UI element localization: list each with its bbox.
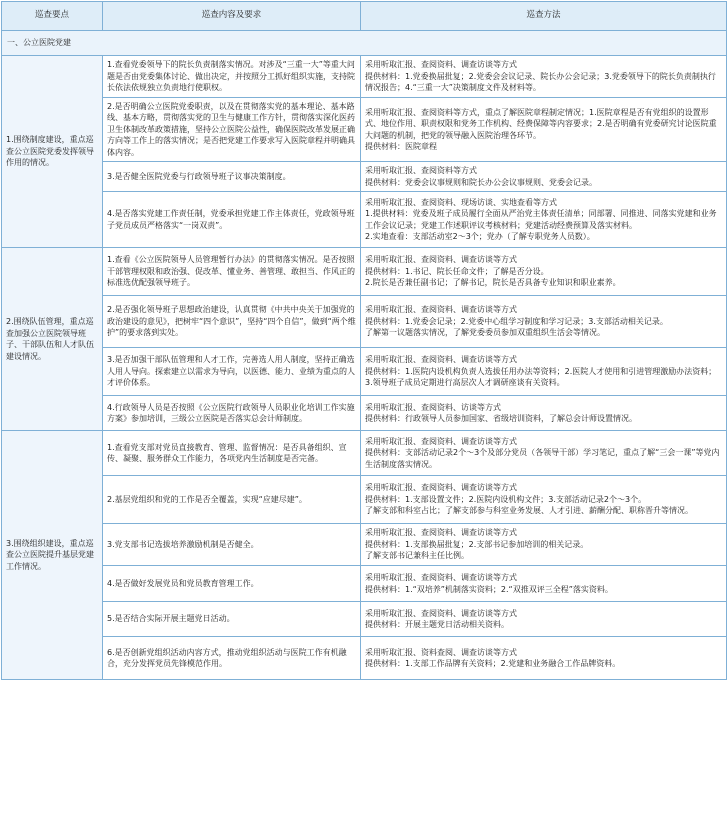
table-row [2,98,727,162]
header-content: 巡查内容及要求 [103,2,361,31]
inspection-method [361,524,727,566]
inspection-method [361,248,727,296]
method-line: 2.实地查看：支部活动室2～3个；党办（了解专职党务人员数）。 [365,232,595,241]
inspection-method [361,192,727,248]
method-line: 采用听取汇报、查阅资料等方式，重点了解医院章程制定情况；1.医院章程是否有党组织的设置形式、地位作用、职责权限和党务工作机构、经费保障等内容要求；2.是否明确有党委研究讨论医院重大问题的机制，把党的领导融入医院治理各环节。 [365,107,717,140]
method-line: 采用听取汇报、查阅资料、调查访谈等方式 [365,305,517,315]
method-line: 提供材料：1.支部工作品牌有关资料；2.党建和业务融合工作品牌资料。 [365,659,621,668]
table-row [2,602,727,637]
method-line: 提供材料：1.医院内设机构负责人选拔任用办法等资料；2.医院人才使用和引进管理激励办法资料；3.领导班子成员定期进行高层次人才调研座谈有关资料。 [365,366,717,388]
inspection-content: 1.查看《公立医院领导人员管理暂行办法》的贯彻落实情况。是否按照干部管理权限和政治强、促改革、懂业务、善管理、敢担当、作风正的标准选优配强领导班子。 [103,248,361,296]
method-line: 提供材料：1.支部换届批复；2.支部书记参加培训的相关记录。 [365,539,589,549]
method-line: 提供材料：1.书记、院长任命文件；了解是否分设。 [365,266,549,276]
inspection-content: 1.查看党支部对党员直接教育、管理、监督情况：是否具备组织、宣传、凝聚、服务群众工作能力，各项党内生活制度是否完备。 [103,431,361,476]
header-row [2,2,727,31]
method-line: 采用听取汇报、查阅资料、访谈等方式 [365,402,501,412]
inspection-content: 5.是否结合实际开展主题党日活动。 [103,602,361,637]
method-line: 采用听取汇报、查阅资料、调查访谈等方式 [365,608,517,618]
inspection-method [361,602,727,637]
method-line: 采用听取汇报、查阅资料、调查访谈等方式 [365,255,517,265]
table-row [2,192,727,248]
method-line: 提供材料：1.“双培养”机制落实资料；2.“双推双评三全程”落实资料。 [365,584,613,594]
method-line: 了解支部书记兼科主任比例。 [365,551,469,561]
table-row [2,396,727,431]
inspection-content: 4.行政领导人员是否按照《公立医院行政领导人员职业化培训工作实施方案》参加培训，三级公立医院是否落实总会计师制度。 [103,396,361,431]
method-line: 提供材料：开展主题党日活动相关资料。 [365,620,509,629]
method-line: 采用听取汇报、查阅资料、调查访谈等方式 [365,573,517,582]
method-line: 了解支部和科室占比；了解支部参与科室业务发展、人才引进、薪酬分配、职称晋升等情况。 [365,506,693,516]
table-row [2,348,727,396]
table-row [2,566,727,602]
header-point: 巡查要点 [2,2,103,31]
table-row [2,56,727,98]
method-line: 采用听取汇报、查阅资料、现场访谈、实地查看等方式 [365,197,557,207]
inspection-content: 4.是否落实党建工作责任制，党委承担党建工作主体责任，党政领导班子党员成员严格落实“一岗双责”。 [103,192,361,248]
method-line: 1.提供材料：党委及班子成员履行全面从严治党主体责任清单；同部署、同推进、同落实党建和业务工作会议记录；党建工作述职评议考核材料；党建活动经费预算及落实材料。 [365,209,717,230]
method-line: 采用听取汇报、查阅资料、调查访谈等方式 [365,60,517,70]
inspection-content: 3.是否加强干部队伍管理和人才工作，完善选人用人制度，坚持正确选人用人导向。探索建立以需求为导向，以医德、能力、业绩为重点的人才评价体系。 [103,348,361,396]
table-row [2,637,727,680]
table-row [2,296,727,348]
table-row [2,431,727,476]
inspection-method [361,296,727,348]
method-line: 提供材料：1.党委会记录；2.党委中心组学习制度和学习记录；3.支部活动相关记录。 [365,316,668,326]
inspection-method [361,98,727,162]
method-line: 提供材料：支部活动记录2个～3个及部分党员（各领导干部）学习笔记，重点了解“三会一课”等党内生活制度落实情况。 [365,448,720,469]
inspection-point: 3.围绕组织建设，重点巡查公立医院提升基层党建工作情况。 [2,431,103,680]
method-line: 提供材料：1.支部设置文件；2.医院内设机构文件；3.支部活动记录2个～3个。 [365,494,647,504]
method-line: 采用听取汇报、查阅资料、调查访谈等方式 [365,436,517,446]
inspection-content: 2.是否强化领导班子思想政治建设，认真贯彻《中共中央关于加强党的政治建设的意见》，把树牢“四个意识”，坚持“四个自信”，做到“两个维护”的要求落到实处。 [103,296,361,348]
method-line: 提供材料：1.党委换届批复；2.党委会会议记录、院长办公会记录；3.党委领导下的院长负责制执行情况报告；4.“三重一大”决策制度文件及材料等。 [365,71,716,93]
method-line: 提供材料：行政领导人员参加国家、省级培训资料，了解总会计师设置情况。 [365,414,637,423]
inspection-content: 4.是否做好发展党员和党员教育管理工作。 [103,566,361,602]
inspection-method [361,396,727,431]
table-row [2,524,727,566]
method-line: 提供材料：党委会议事规则和院长办公会议事规则、党委会记录。 [365,177,597,187]
inspection-content: 6.是否创新党组织活动内容方式，推动党组织活动与医院工作有机融合，充分发挥党员先锋模范作用。 [103,637,361,680]
inspection-point: 2.围绕队伍管理，重点巡查加强公立医院领导班子、干部队伍和人才队伍建设情况。 [2,248,103,431]
inspection-method [361,566,727,602]
method-line: 2.院长是否兼任副书记；了解书记，院长是否具备专业知识和职业素养。 [365,278,621,288]
inspection-table [1,1,727,680]
inspection-method [361,348,727,396]
method-line: 采用听取汇报、查阅资料、调查访谈等方式 [365,355,517,365]
inspection-method [361,637,727,680]
method-line: 了解第一议题落实情况，了解党委委员参加双重组织生活会等情况。 [365,328,605,338]
method-line: 采用听取汇报、资料查阅、调查访谈等方式 [365,647,517,657]
inspection-method [361,431,727,476]
inspection-method [361,56,727,98]
table-row [2,248,727,296]
table-row [2,162,727,192]
method-line: 采用听取汇报、查阅资料等方式 [365,166,477,175]
inspection-method [361,476,727,524]
inspection-content: 3.是否健全医院党委与行政领导班子议事决策制度。 [103,162,361,192]
inspection-content: 1.查看党委领导下的院长负责制落实情况。对涉及“三重一大”等重大问题是否由党委集体讨论、做出决定，并按照分工抓好组织实施，支持院长依法依规独立负责地行使职权。 [103,56,361,98]
inspection-content: 2.是否明确公立医院党委职责，以及在贯彻落实党的基本理论、基本路线、基本方略，贯彻落实党的卫生与健康工作方针，贯彻落实深化医药卫生体制改革政策措施，坚持公立医院公益性，确保医院改革发展正确方向等工作上的落实情况；是否把党建工作要求写入医院章程并明确具体内容。 [103,98,361,162]
method-line: 提供材料：医院章程 [365,142,437,151]
inspection-point: 1.围绕制度建设，重点巡查公立医院党委发挥领导作用的情况。 [2,56,103,248]
header-method: 巡查方法 [361,2,727,31]
method-line: 采用听取汇报、查阅资料、调查访谈等方式 [365,528,517,538]
inspection-method [361,162,727,192]
table-row [2,476,727,524]
method-line: 采用听取汇报、查阅资料、调查访谈等方式 [365,483,517,493]
inspection-content: 3.党支部书记选拔培养激励机制是否健全。 [103,524,361,566]
section-row [2,31,727,56]
inspection-content: 2.基层党组织和党的工作是否全覆盖，实现“应建尽建”。 [103,476,361,524]
section-title: 一、公立医院党建 [2,31,727,56]
